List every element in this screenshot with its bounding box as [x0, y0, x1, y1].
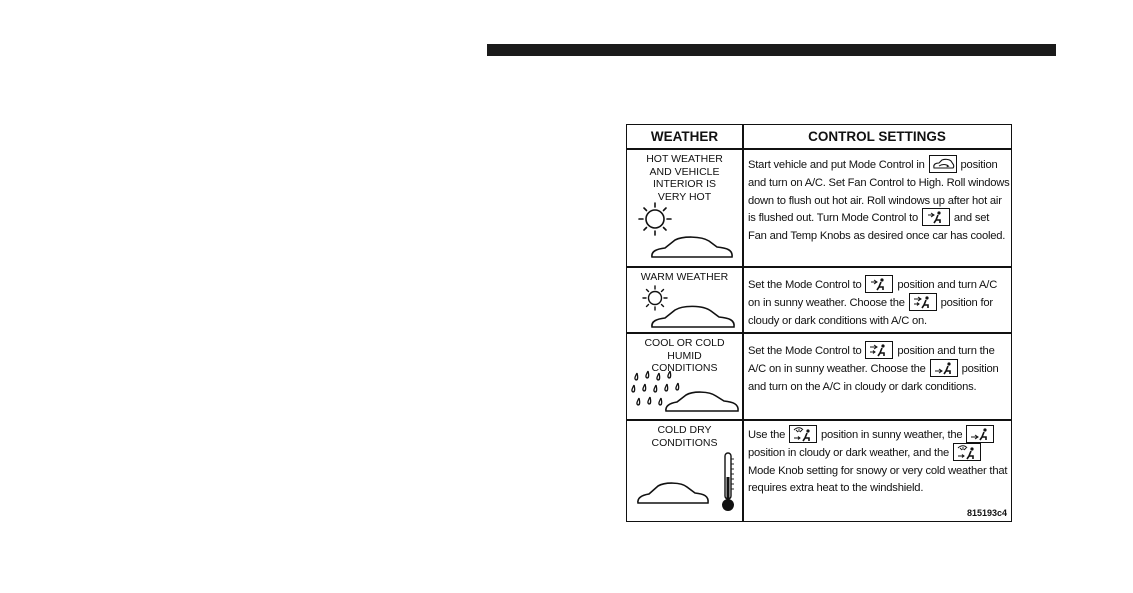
control-text: Mode Knob setting for snowy or very cold weather that requires extra heat to the windshield. [748, 464, 1008, 495]
weather-line: CONDITIONS [651, 436, 718, 449]
weather-line: VERY HOT [657, 190, 712, 203]
mix-mode-icon [789, 425, 817, 443]
row-divider [627, 148, 1011, 150]
control-text: Use the [748, 429, 786, 441]
weather-label-cold-dry [627, 424, 742, 449]
control-text: position and turn on the A/C in cloudy or dark conditions. [748, 362, 999, 393]
control-text: position in sunny weather, the [821, 429, 963, 441]
figure-code: 815193c4 [966, 508, 1007, 518]
mix-mode-icon [953, 443, 981, 461]
column-divider [742, 125, 744, 521]
weather-control-table [626, 124, 1012, 522]
control-text-warm [748, 277, 1010, 330]
control-text: and set Fan and Temp Knobs as desired once car has cooled. [748, 212, 1006, 243]
bilevel-mode-icon [909, 293, 937, 311]
panel-mode-icon [865, 275, 893, 293]
weather-label-warm [627, 271, 742, 284]
weather-line: AND VEHICLE [649, 165, 720, 178]
weather-line: COLD DRY [657, 424, 712, 436]
thermometer-icon [721, 451, 737, 515]
control-text-cold-dry [748, 427, 1010, 498]
panel-mode-icon [922, 208, 950, 226]
control-text: position for cloudy or dark conditions with A/C on. [748, 296, 993, 327]
control-text: position in cloudy or dark weather, and the [748, 446, 949, 459]
weather-label-hot [627, 153, 742, 203]
control-text: Start vehicle and put Mode Control in [748, 159, 925, 171]
control-text: position and turn on A/C. Set Fan Control to High. Roll windows down to flush out hot air. Roll windows up after hot air is flushed out. Turn Mode Control to [748, 159, 1010, 225]
header-weather: WEATHER [650, 129, 719, 144]
control-text: Set the Mode Control to [748, 345, 862, 357]
weather-line: WARM WEATHER [640, 271, 729, 283]
control-text: position and turn the A/C on in sunny weather. Choose the [748, 345, 995, 375]
page-header-bar [487, 44, 1056, 56]
weather-label-cool-humid [627, 337, 742, 375]
recirculation-icon [929, 155, 957, 173]
car-icon [663, 387, 741, 415]
row-divider [627, 419, 1011, 421]
control-text-hot [748, 157, 1010, 246]
row-divider [627, 266, 1011, 268]
control-text: Set the Mode Control to [748, 279, 862, 291]
weather-line: CONDITIONS [651, 362, 718, 374]
floor-mode-icon [930, 359, 958, 377]
bilevel-mode-icon [865, 341, 893, 359]
car-icon [649, 233, 735, 263]
weather-line: HUMID [667, 349, 702, 362]
car-icon [649, 301, 737, 331]
weather-line: COOL OR COLD [644, 337, 725, 349]
floor-mode-icon [966, 425, 994, 443]
control-text: position and turn A/C on in sunny weather. Choose the [748, 279, 998, 309]
row-divider [627, 332, 1011, 334]
car-icon [635, 477, 711, 507]
header-control-settings: CONTROL SETTINGS [808, 129, 946, 144]
control-text-cool-humid [748, 343, 1010, 396]
weather-line: HOT WEATHER [646, 153, 723, 165]
weather-line: INTERIOR IS [652, 178, 716, 190]
